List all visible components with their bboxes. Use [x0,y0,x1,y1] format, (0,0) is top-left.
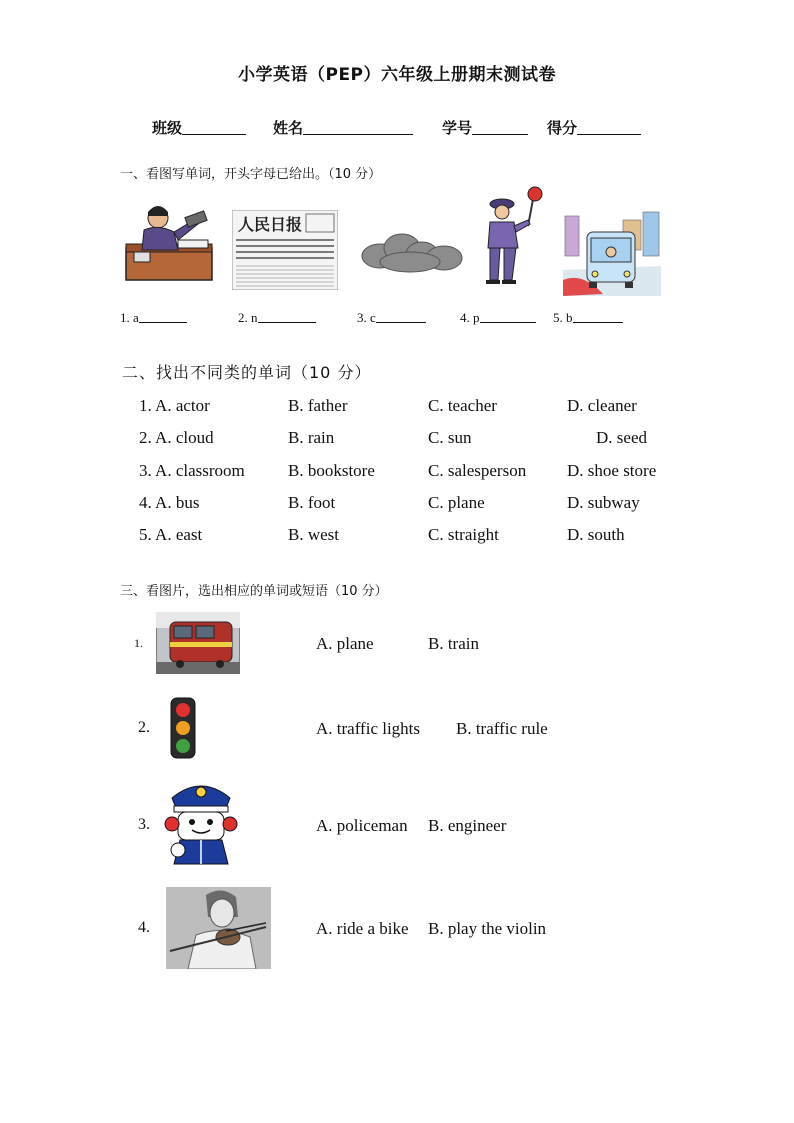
q2-4-d[interactable]: D. subway [567,493,640,512]
q3-1-option-a[interactable]: A. plane [316,634,374,653]
q2-4-c[interactable]: C. plane [428,493,485,512]
violin-player-picture [166,887,271,969]
name-label: 姓名 [273,119,304,137]
q3-2-option-a[interactable]: A. traffic lights [316,719,421,738]
policeman-mascot-picture [164,778,238,868]
blank-1-line[interactable] [139,310,187,323]
blank-3: 3. c [357,310,426,326]
bus-picture [563,210,661,296]
q2-3-a[interactable]: 3. A. classroom [139,461,245,480]
q3-3-option-a[interactable]: A. policeman [316,816,408,835]
q2-2-b[interactable]: B. rain [288,428,335,447]
q2-1-a[interactable]: 1. A. actor [139,396,210,415]
section1-heading: 一、看图写单词，开头字母已给出。（10 分） [120,167,382,182]
q3-2-option-b[interactable]: B. traffic rule [456,719,548,738]
q3-3-number: 3. [138,816,150,833]
q2-1-d[interactable]: D. cleaner [567,396,637,415]
q2-2-c[interactable]: C. sun [428,428,472,447]
page-title: 小学英语（PEP）六年级上册期末测试卷 [237,65,557,85]
blank-4-line[interactable] [480,310,536,323]
class-field [152,117,246,138]
blank-1: 1. a [120,310,187,326]
cloud-picture [360,228,466,276]
q2-2-d[interactable]: D. seed [596,428,647,447]
q3-4-number: 4. [138,919,150,936]
blank-5: 5. b [553,310,623,326]
q2-5-c[interactable]: C. straight [428,525,499,544]
number-label: 学号 [442,119,473,137]
blank-4: 4. p [460,310,536,326]
section2-heading: 二、找出不同类的单词（10 分） [122,363,372,382]
score-field [547,117,641,138]
blank-2: 2. n [238,310,316,326]
q2-5-a[interactable]: 5. A. east [139,525,203,544]
q2-1-c[interactable]: C. teacher [428,396,497,415]
number-field [442,117,528,138]
blank-3-line[interactable] [376,310,426,323]
q2-1-b[interactable]: B. father [288,396,348,415]
newspaper-picture [232,210,338,290]
policeman-sign-picture [480,186,546,286]
actor-picture [124,200,216,282]
name-field [273,117,413,138]
q2-5-d[interactable]: D. south [567,525,625,544]
q3-3-option-b[interactable]: B. engineer [428,816,507,835]
q2-5-b[interactable]: B. west [288,525,339,544]
traffic-lights-picture [168,696,198,760]
q3-1-option-b[interactable]: B. train [428,634,479,653]
q3-2-number: 2. [138,719,150,736]
train-picture [156,612,240,674]
q2-3-c[interactable]: C. salesperson [428,461,527,480]
q3-4-option-a[interactable]: A. ride a bike [316,919,409,938]
number-blank[interactable] [472,120,528,135]
score-blank[interactable] [577,120,641,135]
blank-5-line[interactable] [573,310,623,323]
blank-2-line[interactable] [258,310,316,323]
section3-heading: 三、看图片，选出相应的单词或短语（10 分） [120,584,388,599]
name-blank[interactable] [303,120,413,135]
q2-4-b[interactable]: B. foot [288,493,336,512]
q2-4-a[interactable]: 4. A. bus [139,493,200,512]
q2-2-a[interactable]: 2. A. cloud [139,428,214,447]
q2-3-d[interactable]: D. shoe store [567,461,657,480]
q2-3-b[interactable]: B. bookstore [288,461,375,480]
newspaper-masthead: 人民日报 [238,215,303,234]
class-label: 班级 [152,119,183,137]
class-blank[interactable] [182,120,246,135]
q3-1-number: 1. [134,636,143,650]
q3-4-option-b[interactable]: B. play the violin [428,919,547,938]
score-label: 得分 [547,119,578,137]
